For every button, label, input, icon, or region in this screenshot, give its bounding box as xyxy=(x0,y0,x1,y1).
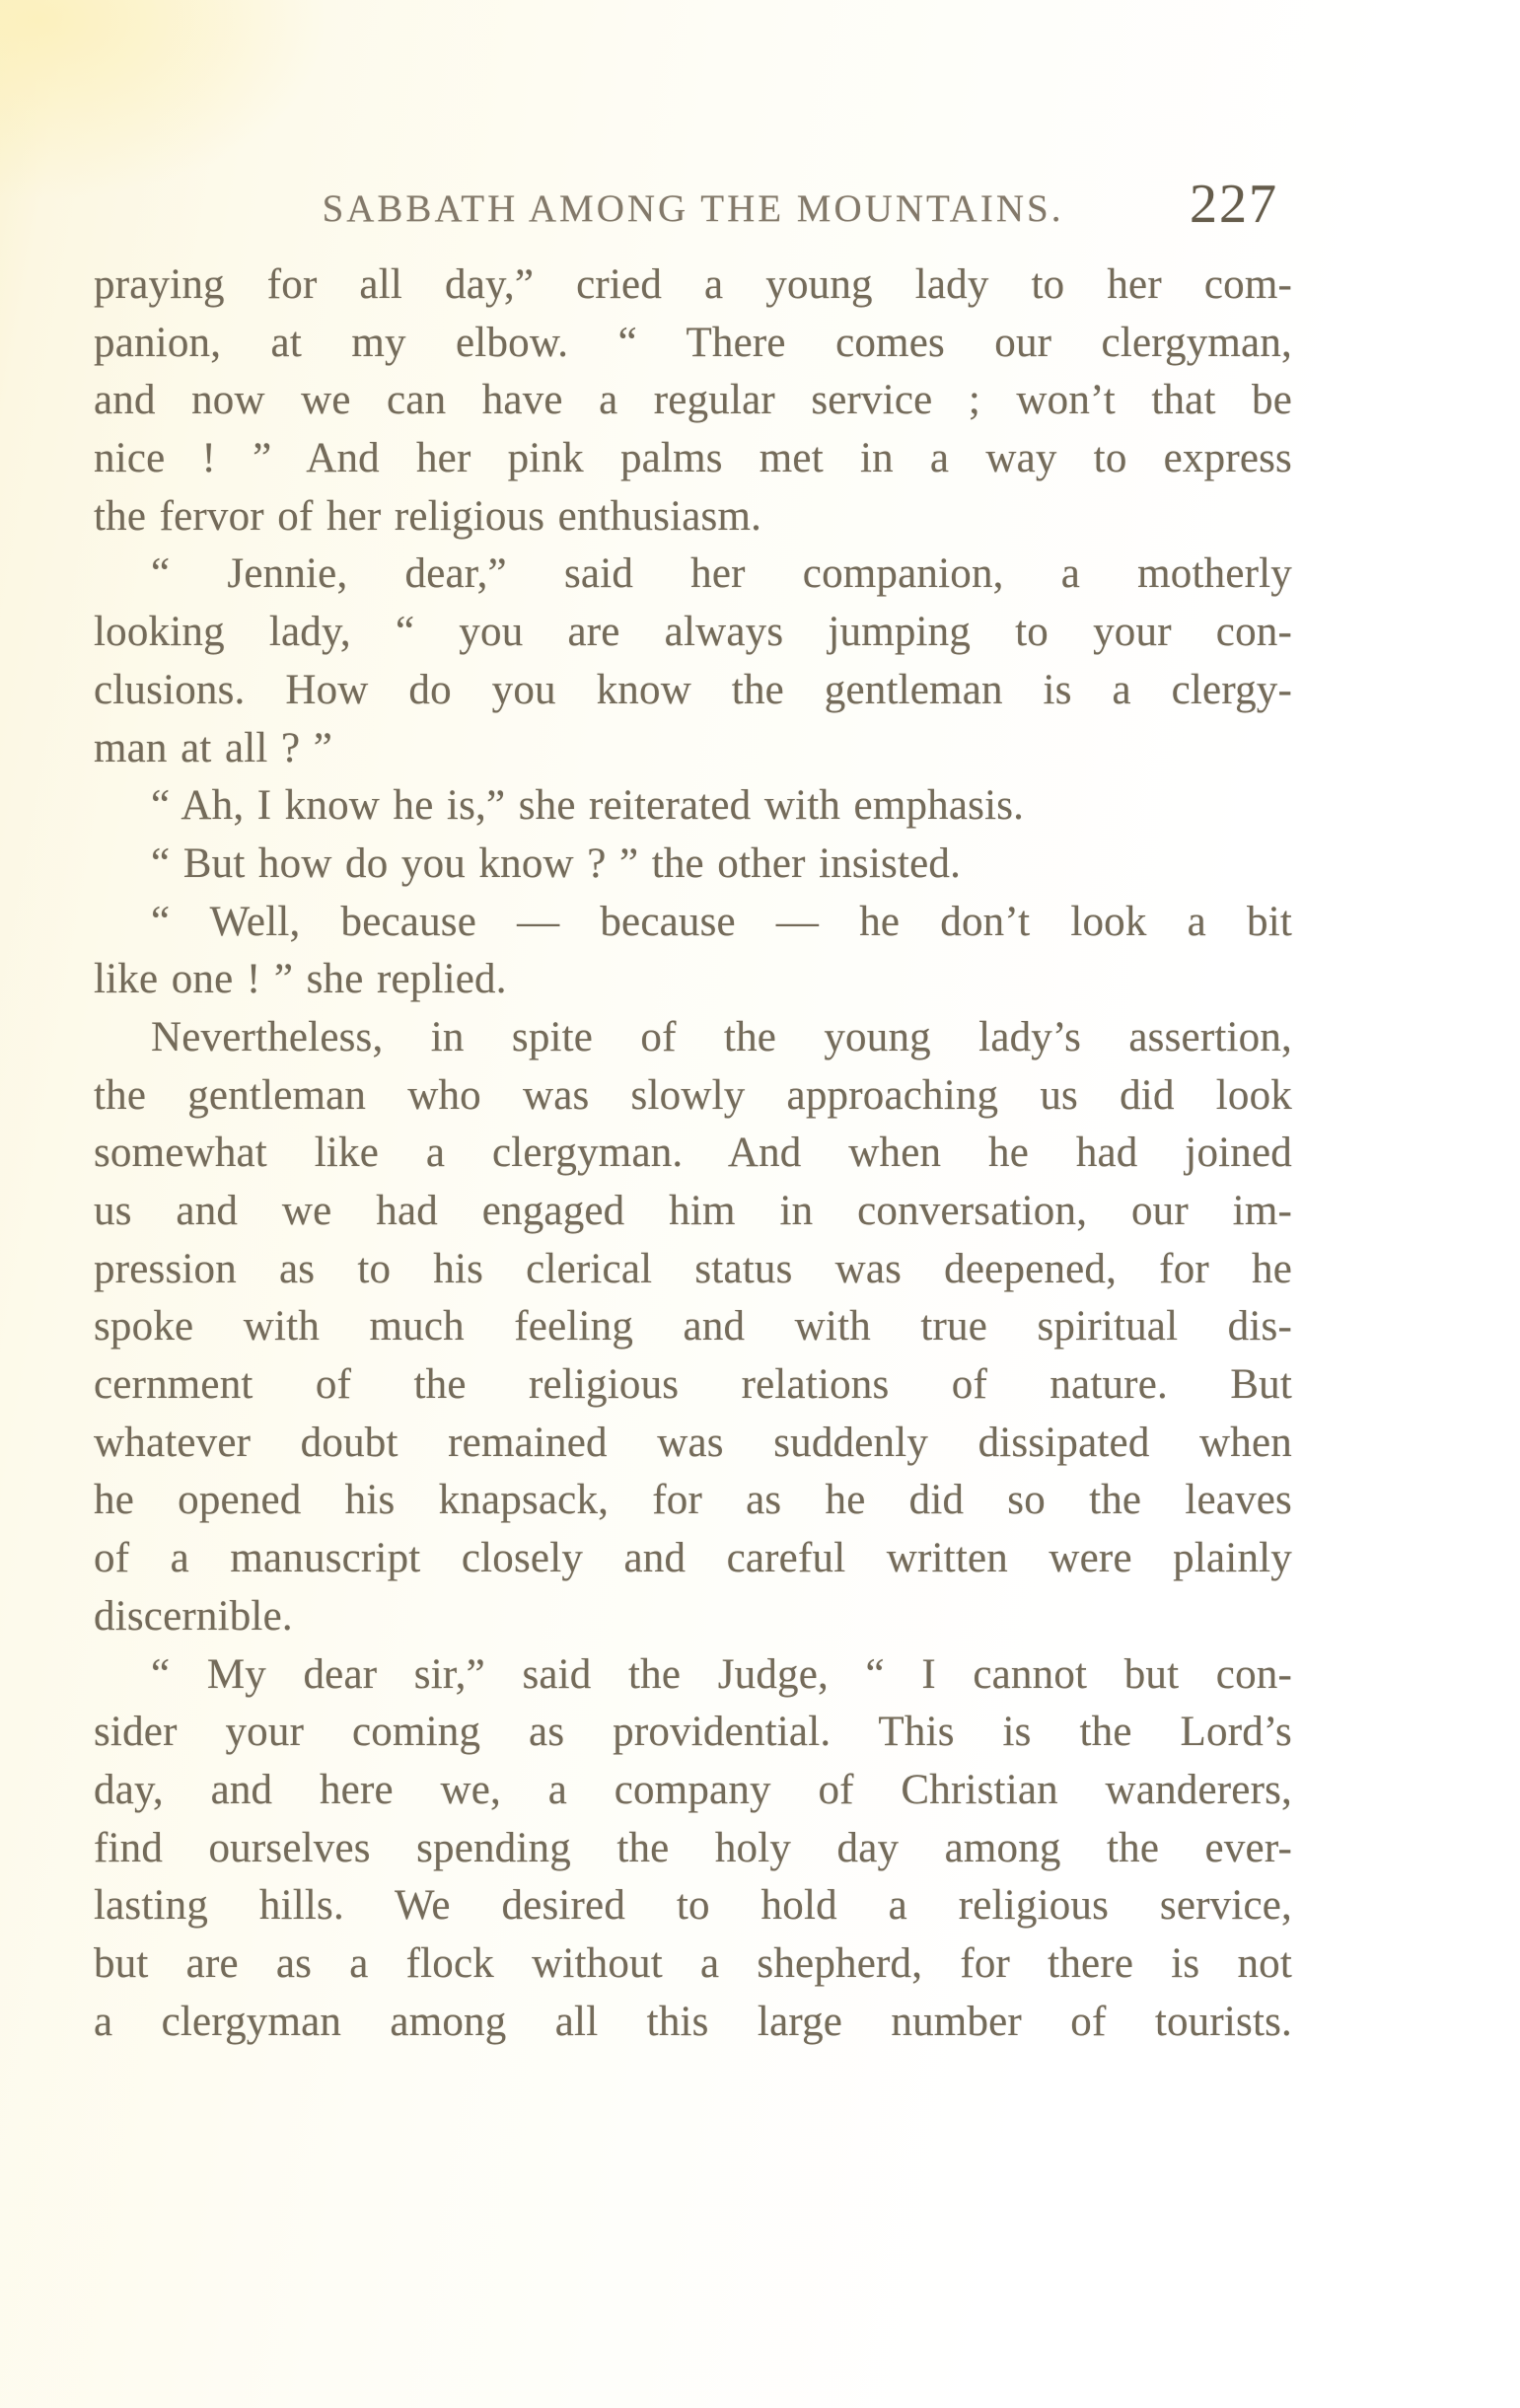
text-line: clusions. How do you know the gentleman is a clergy- xyxy=(94,666,1292,713)
text-line: Nevertheless, in spite of the young lady’s assertion, xyxy=(151,1013,1292,1060)
text-line: “ Ah, I know he is,” she reiterated with emphasis. xyxy=(151,782,1025,830)
text-line: sider your coming as providential. This is the Lord’s xyxy=(94,1709,1292,1756)
text-line: discernible. xyxy=(94,1592,293,1640)
text-line: the gentleman who was slowly approaching us did look xyxy=(94,1071,1292,1119)
text-line: the fervor of her religious enthusiasm. xyxy=(94,492,762,540)
page-number: 227 xyxy=(1190,174,1278,235)
body-text xyxy=(94,256,1292,2051)
text-line: “ Well, because — because — he don’t look a bit xyxy=(151,898,1292,945)
text-line: day, and here we, a company of Christian wanderers, xyxy=(94,1766,1292,1813)
text-line: man at all ? ” xyxy=(94,724,333,771)
text-line: nice ! ” And her pink palms met in a way to express xyxy=(94,435,1292,482)
text-line: but are as a flock without a shepherd, for there is not xyxy=(94,1939,1292,1987)
text-line: find ourselves spending the holy day among the ever- xyxy=(94,1824,1292,1871)
running-head xyxy=(94,174,1292,245)
chapter-title: SABBATH AMONG THE MOUNTAINS. xyxy=(322,187,1064,230)
text-line: and now we can have a regular service ; won’t that be xyxy=(94,377,1292,424)
text-line: lasting hills. We desired to hold a religious service, xyxy=(94,1882,1292,1930)
text-line: whatever doubt remained was suddenly dissipated when xyxy=(94,1419,1292,1466)
text-line: us and we had engaged him in conversation, our im- xyxy=(94,1188,1292,1234)
text-line: praying for all day,” cried a young lady to her com- xyxy=(94,261,1292,308)
text-line: like one ! ” she replied. xyxy=(94,956,507,1003)
text-line: he opened his knapsack, for as he did so the leaves xyxy=(94,1477,1292,1524)
text-line: spoke with much feeling and with true spiritual dis- xyxy=(94,1303,1292,1350)
text-line: looking lady, “ you are always jumping to your con- xyxy=(94,609,1292,656)
text-line: panion, at my elbow. “ There comes our clergyman, xyxy=(94,319,1292,366)
text-line: “ My dear sir,” said the Judge, “ I cannot but con- xyxy=(151,1650,1292,1698)
text-line: cernment of the religious relations of nature. But xyxy=(94,1361,1292,1409)
text-line: “ Jennie, dear,” said her companion, a motherly xyxy=(151,550,1292,598)
text-line: somewhat like a clergyman. And when he had joined xyxy=(94,1130,1292,1177)
text-line: pression as to his clerical status was deepened, for he xyxy=(94,1245,1292,1292)
text-line: a clergyman among all this large number of tourists. xyxy=(94,1998,1292,2045)
text-line: of a manuscript closely and careful written were plainly xyxy=(94,1535,1292,1582)
text-line: “ But how do you know ? ” the other insisted. xyxy=(151,839,962,887)
